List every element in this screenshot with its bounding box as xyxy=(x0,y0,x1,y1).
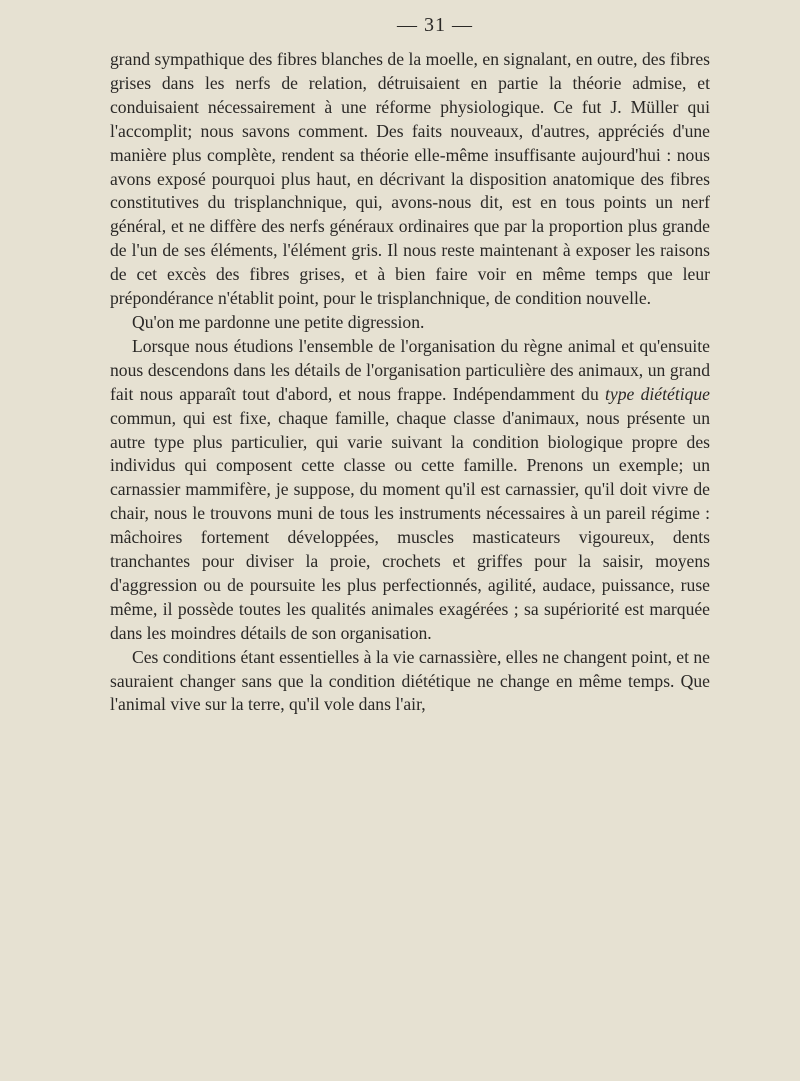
paragraph-1: grand sympathique des fibres blanches de la moelle, en signalant, en outre, des fibres grises dans les nerfs de relation, détruisaient en partie la théorie admise, et conduisaient nécessairement à une réforme physiologique. Ce fut J. Müller qui l'accomplit; nous savons comment. Des faits nouveaux, d'autres, appréciés d'une manière plus complète, rendent sa théorie elle-même insuffisante aujourd'hui : nous avons exposé pourquoi plus haut, en décrivant la disposition anatomique des fibres constitutives du trisplanchnique, qui, avons-nous dit, est en tous points un nerf général, et ne diffère des nerfs généraux ordinaires que par la proportion plus grande de l'un de ses éléments, l'élément gris. Il nous reste maintenant à exposer les raisons de cet excès des fibres grises, et à bien faire voir en même temps que leur prépondérance n'établit point, pour le trisplanchnique, de condition nouvelle. xyxy=(110,49,710,309)
paragraph-2: Qu'on me pardonne une petite digression. xyxy=(132,311,425,332)
italic-term-type-dietetique: type diététique xyxy=(605,383,710,404)
paragraph-3-part-2: commun, qui est fixe, chaque famille, chaque classe d'animaux, nous présente un autre type plus particulier, qui varie suivant la condition biologique propre des individus qui composent cette classe ou cette famille. Prenons un exemple; un carnassier mammifère, je suppose, du moment qu'il est carnassier, qu'il doit vivre de chair, nous le trouvons muni de tous les instruments nécessaires à un pareil régime : mâchoires fortement développées, muscles masticateurs vigoureux, dents tranchantes pour diviser la proie, crochets et griffes pour la saisir, moyens d'aggression ou de poursuite les plus perfectionnés, agilité, audace, puissance, ruse même, il possède toutes les qualités animales exagérées ; sa supériorité est marquée dans les moindres détails de son organisation. xyxy=(110,407,710,643)
paragraph-4: Ces conditions étant essentielles à la vie carnassière, elles ne changent point, et ne sauraient changer sans que la condition diététique ne change en même temps. Que l'animal vive sur la terre, qu'il vole dans l'air, xyxy=(110,646,710,715)
paragraph-3-part-1: Lorsque nous étudions l'ensemble de l'organisation du règne animal et qu'ensuite nous descendons dans les détails de l'organisation particulière des animaux, un grand fait nous apparaît tout d'abord, et nous frappe. Indépendamment du xyxy=(110,335,710,404)
body-text xyxy=(110,48,710,717)
page-number: — 31 — xyxy=(397,14,473,36)
paragraph-3 xyxy=(110,335,710,646)
